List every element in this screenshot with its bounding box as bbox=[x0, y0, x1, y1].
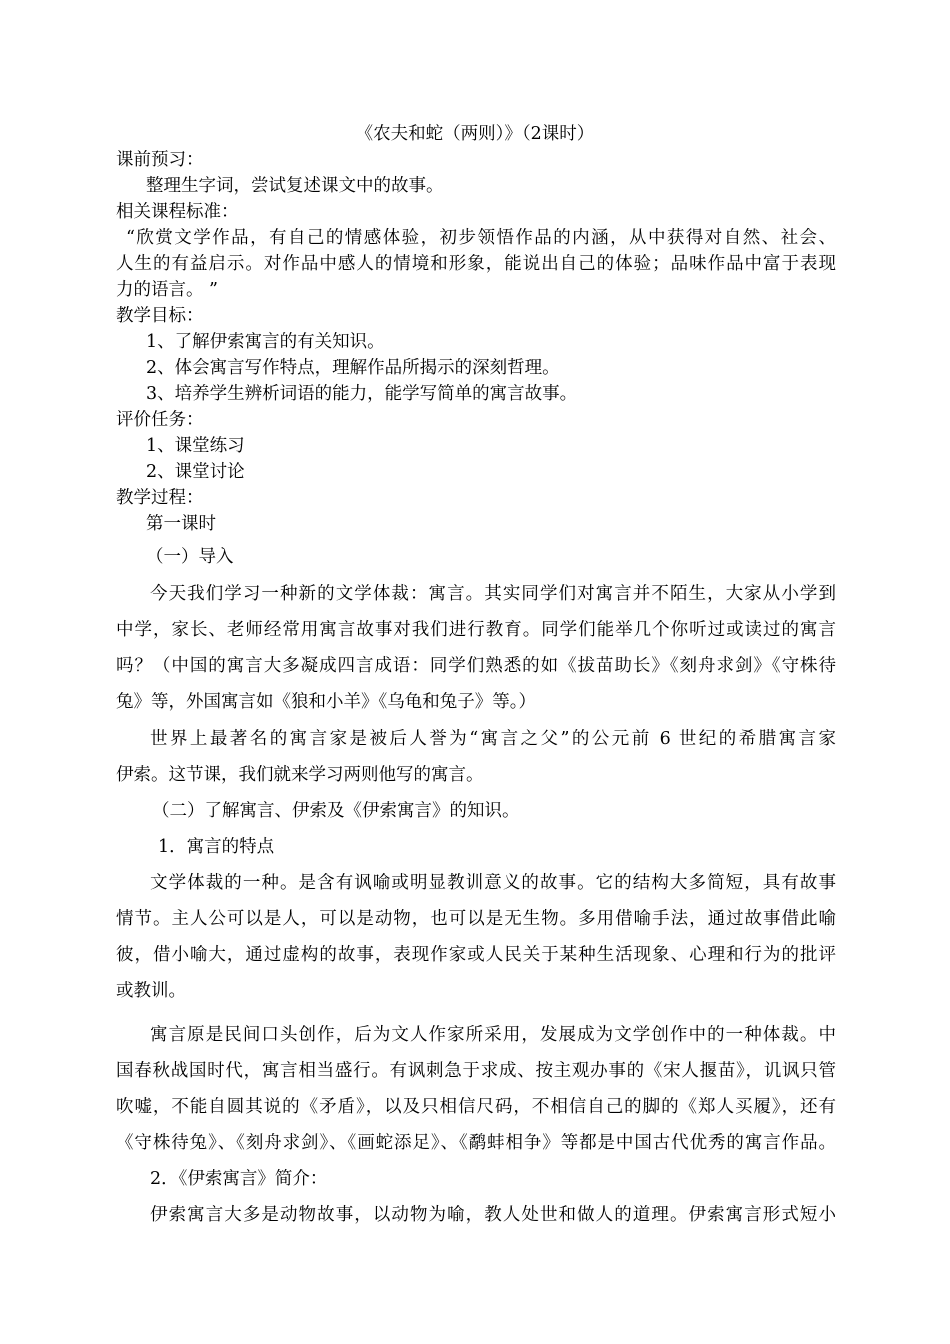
paragraph-line: 吹嘘，不能自圆其说的《矛盾》，以及只相信尺码，不相信自己的脚的《郑人买履》，还有 bbox=[116, 1097, 836, 1117]
goal-item: 1、了解伊索寓言的有关知识。 bbox=[146, 332, 385, 352]
paragraph-line: 或教训。 bbox=[116, 981, 186, 1001]
paragraph-line: 兔》等，外国寓言如《狼和小羊》《乌龟和兔子》等。） bbox=[116, 692, 536, 712]
paragraph-line: 彼，借小喻大，通过虚构的故事，表现作家或人民关于某种生活现象、心理和行为的批评 bbox=[116, 945, 836, 965]
paragraph-line: 国春秋战国时代，寓言相当盛行。有讽刺急于求成、按主观办事的《宋人揠苗》，讥讽只管 bbox=[116, 1061, 836, 1081]
subsection-heading: 1．寓言的特点 bbox=[158, 837, 275, 857]
preview-text: 整理生字词，尝试复述课文中的故事。 bbox=[146, 176, 444, 196]
document-title: 《农夫和蛇（两则）》（2课时） bbox=[355, 124, 595, 144]
paragraph-line: 文学体裁的一种。是含有讽喻或明显教训意义的故事。它的结构大多简短，具有故事 bbox=[150, 873, 836, 893]
paragraph-line: 今天我们学习一种新的文学体裁：寓言。其实同学们对寓言并不陌生，大家从小学到 bbox=[150, 584, 836, 604]
subsection-heading: 2．《伊索寓言》简介： bbox=[150, 1169, 328, 1189]
evaluation-heading: 评价任务： bbox=[116, 410, 204, 430]
section-heading: （一）导入 bbox=[146, 547, 234, 567]
paragraph-line: 寓言原是民间口头创作，后为文人作家所采用，发展成为文学创作中的一种体裁。中 bbox=[150, 1025, 836, 1045]
goal-item: 3、培养学生辨析词语的能力，能学写简单的寓言故事。 bbox=[146, 384, 578, 404]
evaluation-item: 1、课堂练习 bbox=[146, 436, 245, 456]
paragraph-line: 中学，家长、老师经常用寓言故事对我们进行教育。同学们能举几个你听过或读过的寓言 bbox=[116, 620, 836, 640]
goal-item: 2、体会寓言写作特点，理解作品所揭示的深刻哲理。 bbox=[146, 358, 560, 378]
standard-line: 人生的有益启示。对作品中感人的情境和形象，能说出自己的体验；品味作品中富于表现 bbox=[116, 254, 836, 274]
process-heading: 教学过程： bbox=[116, 488, 204, 508]
paragraph-line: 世界上最著名的寓言家是被后人誉为“寓言之父”的公元前 6 世纪的希腊寓言家 bbox=[150, 729, 836, 749]
preview-heading: 课前预习： bbox=[116, 150, 204, 170]
paragraph-line: 伊索。这节课，我们就来学习两则他写的寓言。 bbox=[116, 765, 484, 785]
paragraph-line: 吗？（中国的寓言大多凝成四言成语：同学们熟悉的如《拔苗助长》《刻舟求剑》《守株待 bbox=[116, 656, 836, 676]
paragraph-line: 《守株待兔》、《刻舟求剑》、《画蛇添足》、《鹬蚌相争》等都是中国古代优秀的寓言作品。 bbox=[116, 1133, 836, 1153]
lesson-label: 第一课时 bbox=[146, 514, 216, 534]
goals-heading: 教学目标： bbox=[116, 306, 204, 326]
standard-line: “欣赏文学作品，有自己的情感体验，初步领悟作品的内涵，从中获得对自然、社会、 bbox=[126, 228, 836, 248]
paragraph-line: 情节。主人公可以是人，可以是动物，也可以是无生物。多用借喻手法，通过故事借此喻 bbox=[116, 909, 836, 929]
evaluation-item: 2、课堂讨论 bbox=[146, 462, 245, 482]
standard-line: 力的语言。 ” bbox=[116, 280, 219, 300]
paragraph-line: 伊索寓言大多是动物故事，以动物为喻，教人处世和做人的道理。伊索寓言形式短小 bbox=[150, 1205, 836, 1225]
section-heading: （二）了解寓言、伊索及《伊索寓言》的知识。 bbox=[152, 801, 520, 821]
standard-heading: 相关课程标准： bbox=[116, 202, 239, 222]
